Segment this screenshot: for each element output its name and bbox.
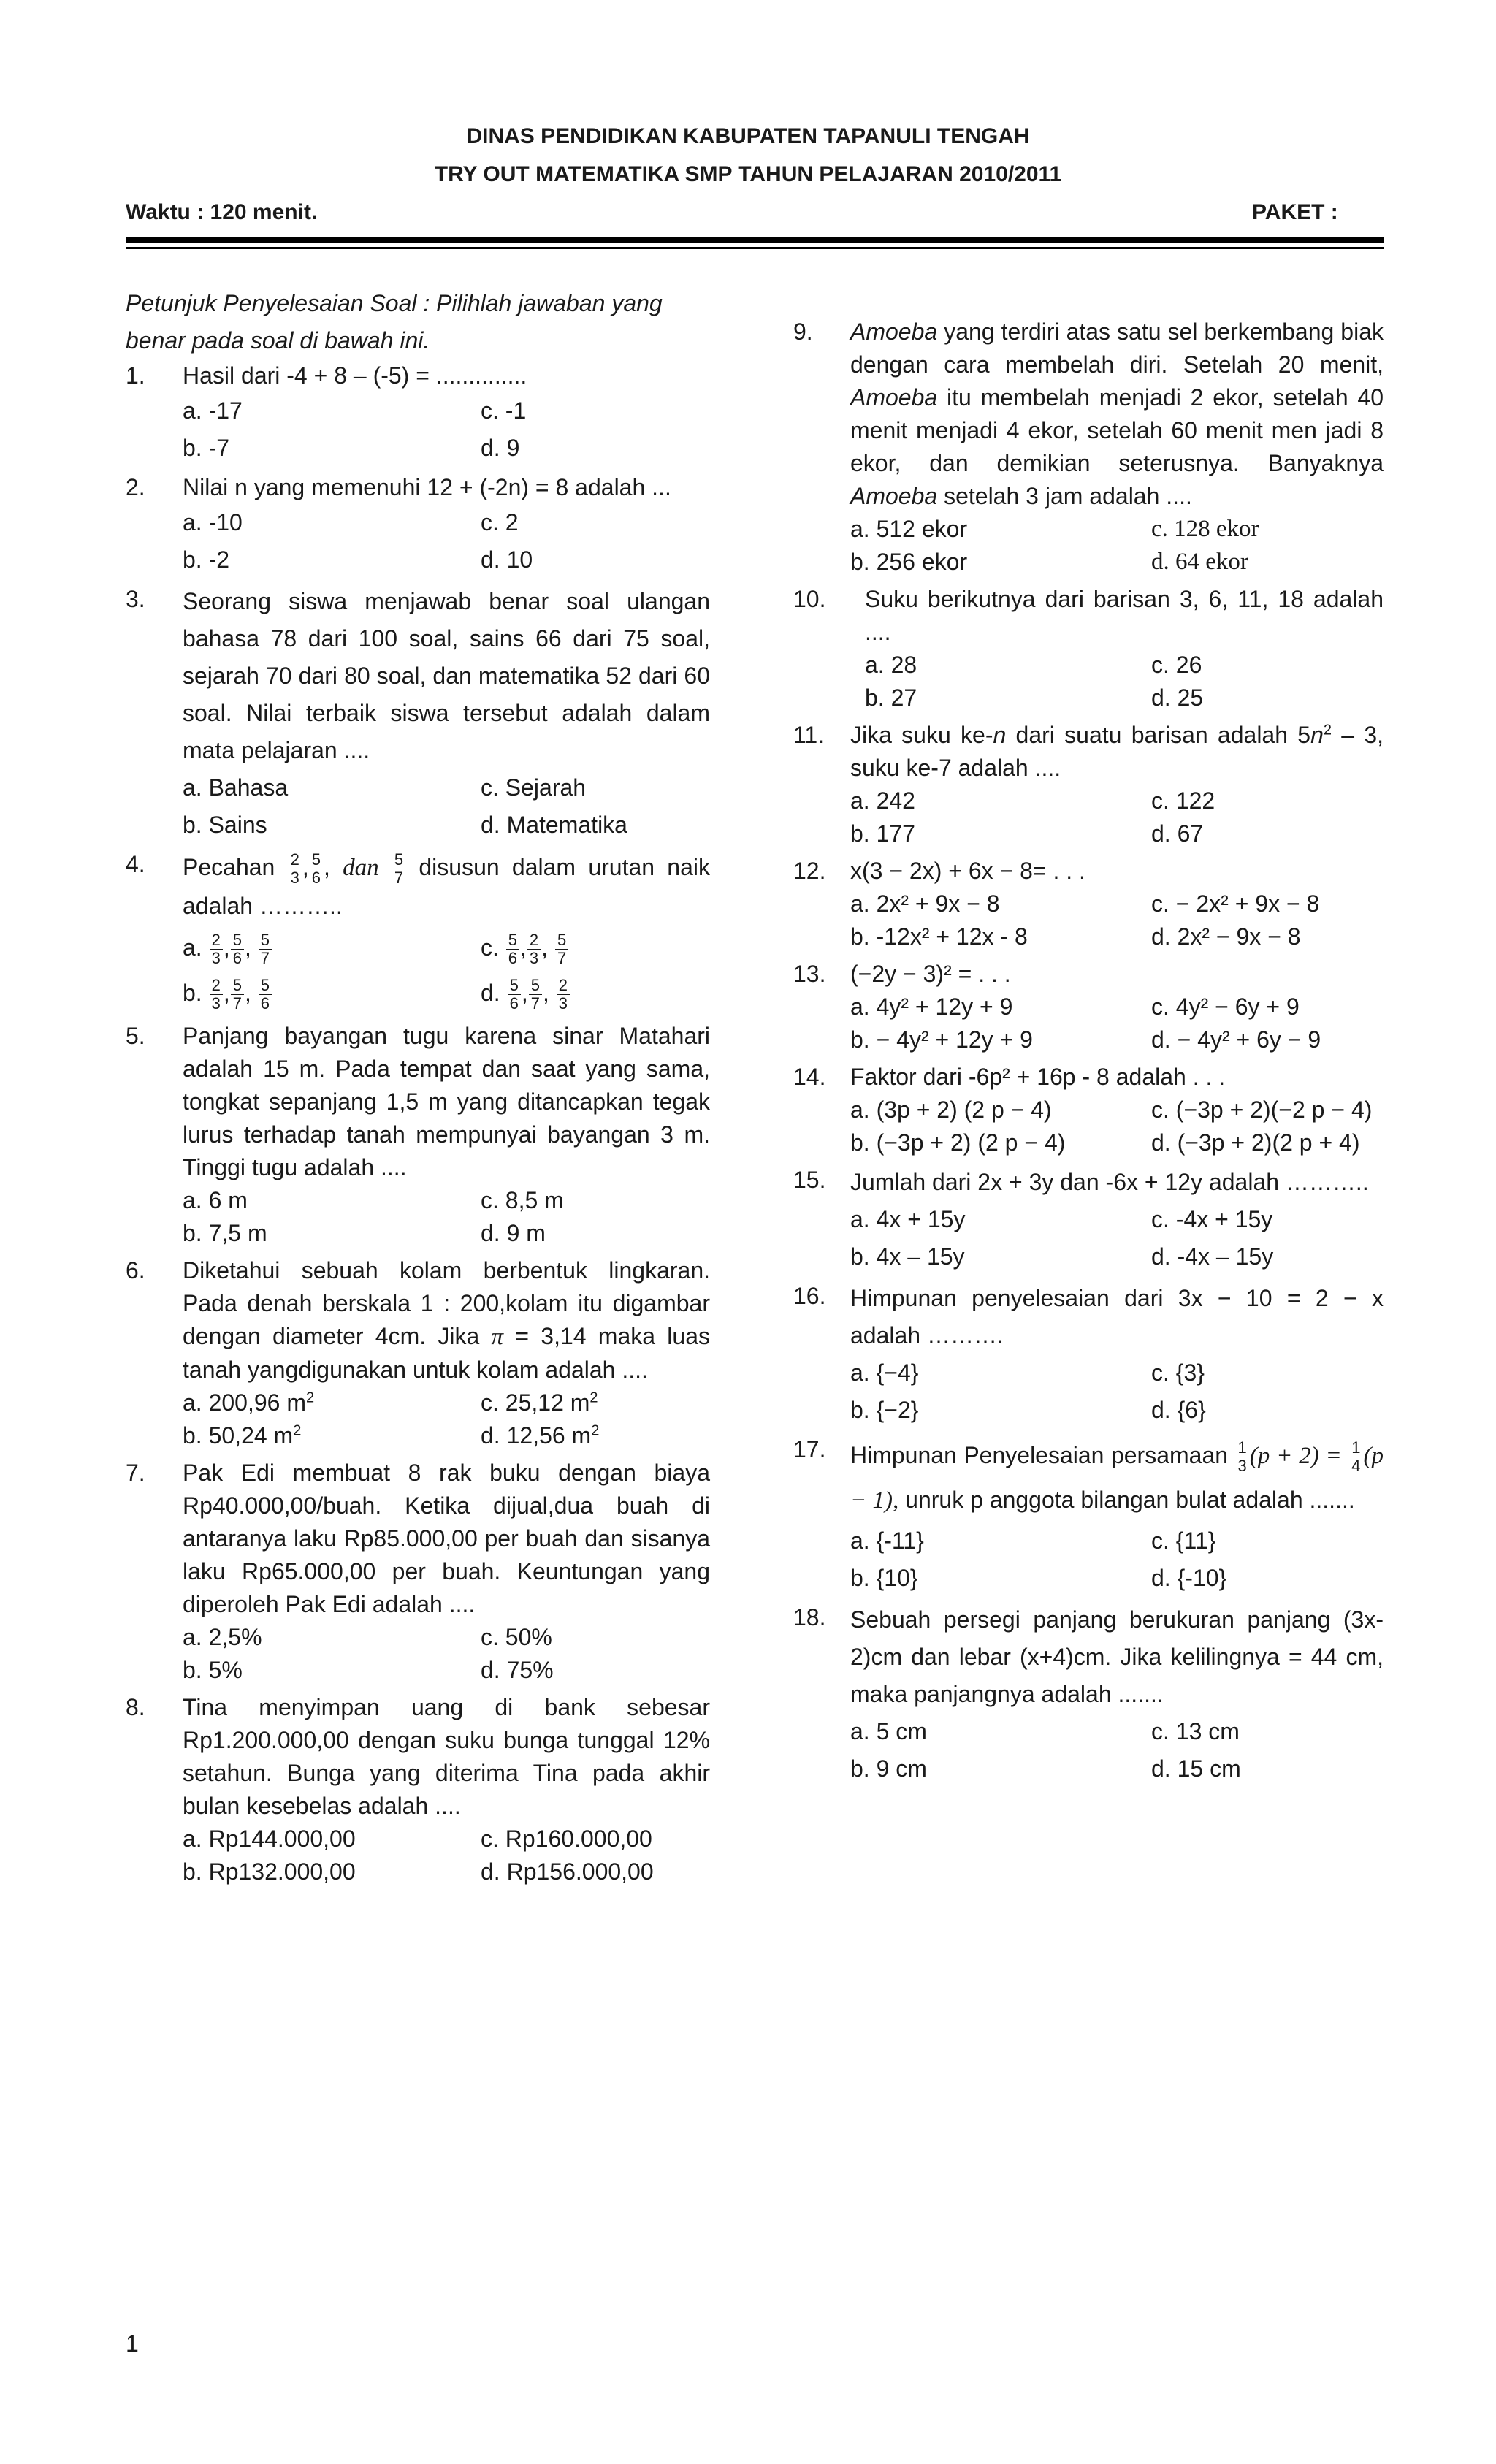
question-stem: (−2y − 3)² = . . . — [850, 961, 1011, 987]
fraction-5-7: $\frac{5}{7}$ — [392, 851, 405, 887]
option-c: c. -1 — [481, 397, 527, 424]
option-c: c. 13 cm — [1151, 1718, 1240, 1744]
question-stem: Hasil dari -4 + 8 – (-5) = .............. — [183, 362, 527, 389]
question-stem: Faktor dari -6p² + 16p - 8 adalah . . . — [850, 1064, 1226, 1090]
question-number: 8. — [126, 1694, 145, 1721]
question-stem: Sebuah persegi panjang berukuran panjang (3x-2)cm dan lebar (x+4)cm. Jika kelilingnya = 44 cm, maka panjangnya adalah ....... — [850, 1606, 1384, 1707]
option-c: c. 50% — [481, 1624, 552, 1651]
question-10 — [793, 583, 1384, 714]
option-b: b. Rp132.000,00 — [183, 1858, 356, 1885]
question-17 — [793, 1433, 1384, 1597]
option-b: b. − 4y² + 12y + 9 — [850, 1026, 1033, 1053]
option-c: c. 4y² − 6y + 9 — [1151, 993, 1300, 1020]
option-c: c. $\frac{5}{6}$ , $\frac{2}{3}$ , $\frac{5}{7}$ — [481, 925, 710, 970]
option-d: d. 9 — [481, 435, 520, 461]
option-c: c. Rp160.000,00 — [481, 1826, 652, 1853]
option-a: a. (3p + 2) (2 p − 4) — [850, 1096, 1052, 1123]
option-c: c. {11} — [1151, 1527, 1216, 1554]
option-d: d. − 4y² + 6y − 9 — [1151, 1026, 1321, 1053]
header-rule-thin — [126, 247, 1384, 249]
option-d: d. {6} — [1151, 1397, 1206, 1423]
question-number: 3. — [126, 586, 145, 612]
stem-text: Pecahan — [183, 854, 275, 880]
left-column — [126, 285, 710, 1893]
question-number: 6. — [126, 1257, 145, 1284]
option-b: b. -2 — [183, 546, 230, 573]
pi-symbol: π — [491, 1324, 504, 1351]
stem-text: disusun dalam urutan naik adalah ……….. — [183, 854, 710, 920]
question-stem: Diketahui sebuah kolam berbentuk lingkaran. Pada denah berskala 1 : 200,kolam itu digambar dengan diameter 4cm. Jika π = 3,14 maka luas tanah yangdigunakan untuk kolam adalah .... — [183, 1257, 710, 1384]
question-stem: Pecahan $\frac{2}{3}$ , $\frac{5}{6}$ , dan $\frac{5}{7}$ disusun dalam urutan naik adalah ……….. — [183, 850, 710, 920]
option-a: a. 242 — [850, 787, 915, 814]
option-c: c. {3} — [1151, 1359, 1205, 1386]
page-number: 1 — [126, 2330, 139, 2357]
question-11 — [793, 719, 1384, 850]
option-a: a. 28 — [865, 652, 917, 678]
header-exam-title: TRY OUT MATEMATIKA SMP TAHUN PELAJARAN 2010/2011 — [434, 162, 1062, 186]
question-stem: Jumlah dari 2x + 3y dan -6x + 12y adalah ……….. — [850, 1169, 1369, 1195]
option-c: c. Sejarah — [481, 774, 587, 801]
option-c: c. 26 — [1151, 652, 1202, 678]
question-number: 13. — [793, 961, 826, 987]
option-b: b. 27 — [865, 684, 917, 711]
question-number: 12. — [793, 858, 826, 884]
option-d: d. 9 m — [481, 1220, 546, 1247]
option-b: b. (−3p + 2) (2 p − 4) — [850, 1129, 1066, 1156]
option-d: d. 67 — [1151, 820, 1204, 847]
option-d: d. 75% — [481, 1657, 554, 1684]
option-a: a. Rp144.000,00 — [183, 1826, 356, 1853]
option-c: c. 122 — [1151, 787, 1216, 814]
option-a: a. 200,96 $m^2$ — [183, 1389, 315, 1416]
option-a: a. {−4} — [850, 1359, 919, 1386]
option-c: c. 2 — [481, 509, 519, 535]
option-b: b. -7 — [183, 435, 230, 461]
question-13 — [793, 958, 1384, 1056]
option-d: d. (−3p + 2)(2 p + 4) — [1151, 1129, 1360, 1156]
fraction-2-3: $\frac{2}{3}$ — [289, 851, 302, 887]
question-2 — [126, 471, 710, 579]
question-number: 15. — [793, 1167, 826, 1193]
question-16 — [793, 1280, 1384, 1429]
option-b: b. Sains — [183, 812, 267, 838]
option-a: a. 2,5% — [183, 1624, 262, 1651]
question-number: 1. — [126, 362, 145, 389]
question-stem: Nilai n yang memenuhi 12 + (-2n) = 8 adalah ... — [183, 474, 671, 500]
option-a: a. -17 — [183, 397, 243, 424]
option-b: b. 7,5 m — [183, 1220, 267, 1247]
option-c: c. (−3p + 2)(−2 p − 4) — [1151, 1096, 1373, 1123]
question-1 — [126, 359, 710, 467]
option-a: a. {-11} — [850, 1527, 924, 1554]
option-a: a. 4y² + 12y + 9 — [850, 993, 1013, 1020]
option-a: a. 512 ekor — [850, 516, 968, 542]
question-stem: x(3 − 2x) + 6x − 8= . . . — [850, 858, 1085, 884]
question-number: 10. — [793, 586, 826, 612]
question-6 — [126, 1254, 710, 1452]
stem-dan: dan — [343, 855, 379, 881]
question-stem: Himpunan penyelesaian dari 3x − 10 = 2 − x adalah ………. — [850, 1285, 1384, 1349]
option-b: b. {10} — [850, 1565, 918, 1591]
right-column — [793, 316, 1384, 1792]
question-number: 2. — [126, 474, 145, 500]
option-d: d. Matematika — [481, 812, 627, 838]
question-number: 5. — [126, 1023, 145, 1050]
option-a: a. $\frac{2}{3}$ , $\frac{5}{6}$ , $\frac{5}{7}$ — [183, 925, 481, 970]
question-5 — [126, 1020, 710, 1250]
option-b: b. $\frac{2}{3}$ , $\frac{5}{7}$ , $\frac{5}{6}$ — [183, 970, 481, 1015]
question-number: 14. — [793, 1064, 826, 1090]
option-b: b. 177 — [850, 820, 915, 847]
question-12 — [793, 855, 1384, 953]
option-b: b. 256 ekor — [850, 549, 968, 575]
question-7 — [126, 1457, 710, 1687]
option-d: d. 15 cm — [1151, 1755, 1241, 1782]
question-4 — [126, 848, 710, 1015]
question-number: 16. — [793, 1283, 826, 1309]
option-a: a. 5 cm — [850, 1718, 927, 1744]
option-b: b. 5% — [183, 1657, 243, 1684]
option-d: d. 64 ekor — [1151, 549, 1248, 575]
option-c: c. − 2x² + 9x − 8 — [1151, 890, 1320, 917]
option-d: d. 10 — [481, 546, 533, 573]
question-8 — [126, 1691, 710, 1888]
option-d: d. Rp156.000,00 — [481, 1858, 654, 1885]
package-label: PAKET : — [1252, 200, 1338, 224]
header-institution: DINAS PENDIDIKAN KABUPATEN TAPANULI TENGAH — [466, 124, 1030, 148]
option-d: d. -4x – 15y — [1151, 1243, 1274, 1270]
question-number: 11. — [793, 722, 825, 748]
fraction-5-6: $\frac{5}{6}$ — [310, 851, 323, 887]
option-d: d. 12,56 $m^2$ — [481, 1422, 600, 1449]
question-stem: Suku berikutnya dari barisan 3, 6, 11, 18 adalah .... — [865, 586, 1384, 645]
fraction-1-3: $\frac{1}{3}$ — [1236, 1439, 1249, 1475]
question-number: 18. — [793, 1604, 826, 1630]
question-14 — [793, 1061, 1384, 1159]
question-stem: Panjang bayangan tugu karena sinar Matahari adalah 15 m. Pada tempat dan saat yang sama, tongkat sepanjang 1,5 m yang ditancapkan tegak lurus terhadap tanah mempunyai bayangan 3 m. Tinggi tugu adalah .... — [183, 1023, 710, 1181]
option-a: a. 4x + 15y — [850, 1206, 966, 1232]
question-number: 9. — [793, 319, 813, 345]
question-stem: Seorang siswa menjawab benar soal ulangan bahasa 78 dari 100 soal, sains 66 dari 75 soal, sejarah 70 dari 80 soal, dan matematika 52 dari 60 soal. Nilai terbaik siswa tersebut adalah dalam mata pelajaran .... — [183, 588, 710, 763]
question-stem: Jika suku ke-n dari suatu barisan adalah $5n^2 - 3$, suku ke-7 adalah .... — [850, 722, 1384, 781]
question-number: 4. — [126, 851, 145, 877]
instructions: Petunjuk Penyelesaian Soal : Pilihlah jawaban yang benar pada soal di bawah ini. — [126, 290, 663, 354]
question-stem: Tina menyimpan uang di bank sebesar Rp1.200.000,00 dengan suku bunga tunggal 12% setahun. Bunga yang diterima Tina pada akhir bulan kesebelas adalah .... — [183, 1694, 710, 1820]
option-d: d. 25 — [1151, 684, 1204, 711]
option-b: b. 50,24 $m^2$ — [183, 1422, 302, 1449]
question-15 — [793, 1164, 1384, 1275]
option-b: b. 9 cm — [850, 1755, 927, 1782]
option-c: c. 128 ekor — [1151, 516, 1259, 542]
option-d: d. {-10} — [1151, 1565, 1227, 1591]
option-d: d. $\frac{5}{6}$ , $\frac{5}{7}$ , $\frac{2}{3}$ — [481, 970, 710, 1015]
question-stem: Pak Edi membuat 8 rak buku dengan biaya Rp40.000,00/buah. Ketika dijual,dua buah di antaranya laku Rp85.000,00 per buah dan sisanya laku Rp65.000,00 per buah. Keuntungan yang diperoleh Pak Edi adalah .... — [183, 1460, 710, 1618]
option-a: a. 6 m — [183, 1187, 248, 1214]
option-a: a. 2x² + 9x − 8 — [850, 890, 1000, 917]
question-3 — [126, 583, 710, 844]
option-c: c. 25,12 $m^2$ — [481, 1389, 598, 1416]
header-rule-thick — [126, 237, 1384, 243]
question-stem: Amoeba yang terdiri atas satu sel berkembang biak dengan cara membelah diri. Setelah 20 menit, Amoeba itu membelah menjadi 2 ekor, setelah 40 menit menjadi 4 ekor, setelah 60 menit men jadi 8 ekor, dan demikian seterusnya. Banyaknya Amoeba setelah 3 jam adalah .... — [850, 319, 1384, 509]
fraction-1-4: $\frac{1}{4}$ — [1349, 1439, 1362, 1475]
question-number: 7. — [126, 1460, 145, 1487]
option-b: b. {−2} — [850, 1397, 919, 1423]
option-a: a. -10 — [183, 509, 243, 535]
question-number: 17. — [793, 1436, 826, 1462]
question-18 — [793, 1601, 1384, 1788]
option-c: c. 8,5 m — [481, 1187, 564, 1214]
option-a: a. Bahasa — [183, 774, 289, 801]
option-c: c. -4x + 15y — [1151, 1206, 1273, 1232]
option-b: b. -12x² + 12x - 8 — [850, 923, 1028, 950]
option-d: d. 2x² − 9x − 8 — [1151, 923, 1301, 950]
question-9 — [793, 316, 1384, 579]
question-stem: Himpunan Penyelesaian persamaan $\frac{1}{3}$ (p + 2) = $\frac{1}{4}$ (p − 1), unruk p anggota bilangan bulat adalah ....... — [850, 1438, 1384, 1514]
option-b: b. 4x – 15y — [850, 1243, 965, 1270]
time-label: Waktu : 120 menit. — [126, 200, 318, 224]
